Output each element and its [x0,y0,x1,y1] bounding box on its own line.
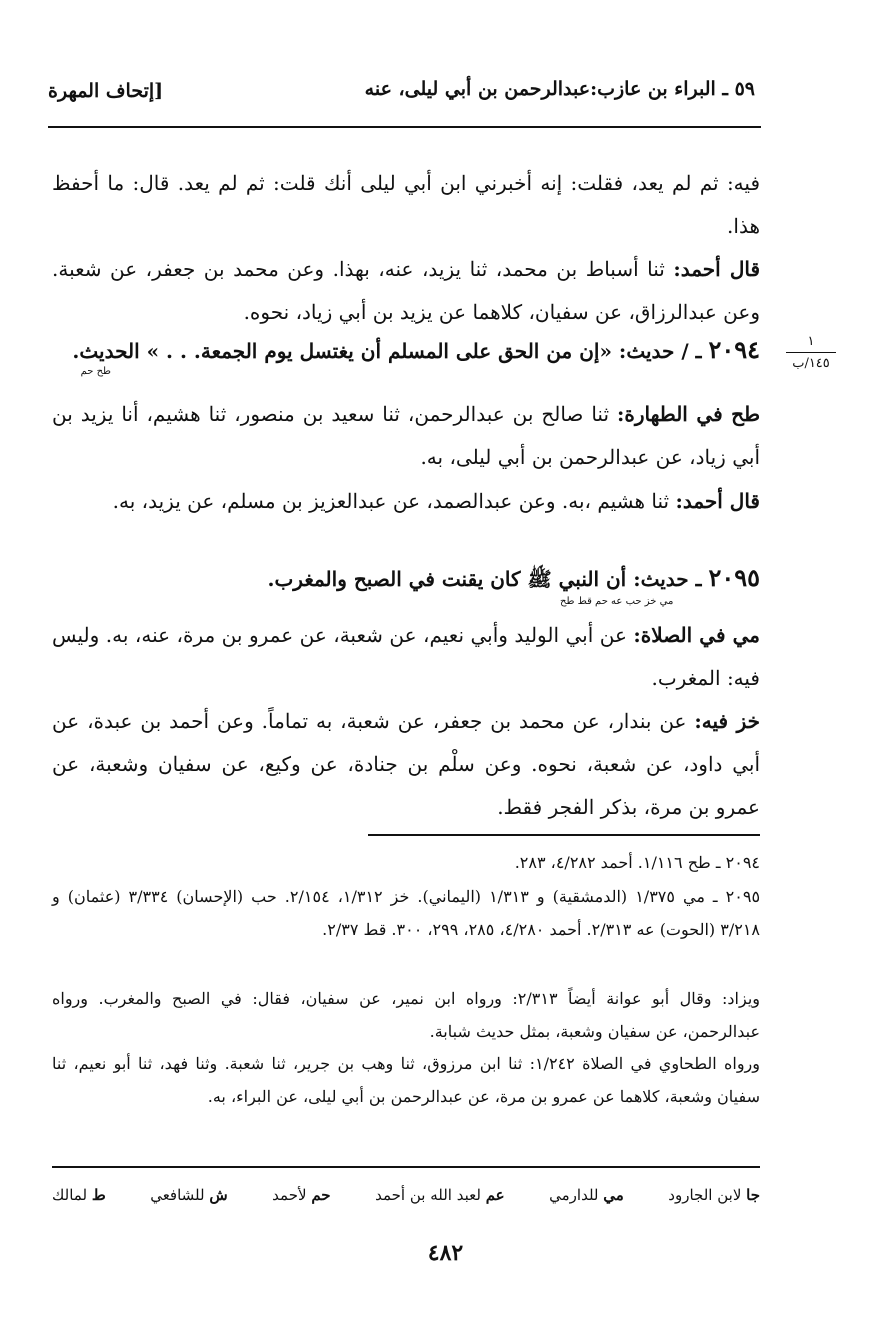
abbreviation-item: عم لعبد الله بن أحمد [375,1186,505,1204]
paragraph-lead: قال أحمد: [673,257,760,281]
paragraph-text: ثنا أسباط بن محمد، ثنا يزيد، عنه، بهذا. وعن محمد بن جعفر، عن شعبة. وعن عبدالرزاق، عن سفيان، كلاهما عن يزيد بن أبي زياد، نحوه. [52,257,760,324]
abbreviation-item: جا لابن الجارود [668,1186,760,1204]
header-divider [48,126,761,128]
paragraph-lead: قال أحمد: [675,489,760,513]
hadith-heading-2094 [52,335,760,364]
hadith-number: ٢٠٩٤ [708,335,760,364]
abbreviation-divider [52,1166,760,1168]
hadith-title: ـ حديث: أن النبي ﷺ كان يقنت في الصبح والمغرب. [267,567,709,591]
manuscript-margin-note [782,334,840,371]
footnote-addition: ويزاد: وقال أبو عوانة أيضاً ٢/٣١٣: ورواه ابن نمير، عن سفيان، فقال: في الصبح والمغرب. ورواه عبدالرحمن، عن سفيان وشعبة، بمثل حديث شبابة. [52,989,760,1041]
paragraph-text: ثنا هشيم ،به. وعن عبدالصمد، عن عبدالعزيز بن مسلم، عن يزيد، به. [112,489,676,513]
paragraph-tahawi [52,393,760,479]
paragraph-text: ثنا صالح بن عبدالرحمن، ثنا سعيد بن منصور، ثنا هشيم، أنا يزيد بن أبي زياد، عن عبدالرحمن بن أبي ليلى، به. [52,402,760,469]
footnote-2095: ٢٠٩٥ ـ مي ١/٣٧٥ (الدمشقية) و ١/٣١٣ (اليماني). خز ١/٣١٢، ٢/١٥٤. حب (الإحسان) ٣/٣٣٤ (عثمان) و ٣/٢١٨ (الحوت) عه ٢/٣١٣. أحمد ٤/٢٨٠، ٢٨٥، ٢٩٩، ٣٠٠. قط ٢/٣٧. [52,887,761,939]
running-header-book: [إتحاف المهرة [48,80,164,102]
hadith-number: ٢٠٩٥ [708,563,760,592]
footnote-divider [368,834,760,836]
paragraph-lead: مي في الصلاة: [633,623,760,647]
paragraph-text: عن أبي الوليد وأبي نعيم، عن شعبة، عن عمرو بن مرة، عنه، به. وليس فيه: المغرب. [52,623,760,690]
paragraph-continuation: فيه: ثم لم يعد، فقلت: إنه أخبرني ابن أبي ليلى أنك قلت: ثم لم يعد. قال: ما أحفظ هذا. [52,171,760,238]
margin-note-top: ١ [807,334,815,349]
page-number: ٤٨٢ [427,1240,464,1266]
abbreviation-item: ط لمالك [52,1186,106,1204]
paragraph-ibn-khuzayma [52,700,760,829]
paragraph-darimi [52,614,760,700]
paragraph-ahmad-2 [52,480,760,523]
margin-note-rule [786,352,836,353]
footnote-2094: ٢٠٩٤ ـ طح ١/١١٦. أحمد ٤/٢٨٢، ٢٨٣. [514,853,760,872]
paragraph-lead: طح في الطهارة: [616,402,760,426]
running-header-title: ٥٩ ـ البراء بن عازب:عبدالرحمن بن أبي ليلى، عنه [364,78,755,100]
hadith-title: ـ / حديث: «إن من الحق على المسلم أن يغتسل يوم الجمعة. . . » الحديث. [72,339,709,363]
abbreviation-item: حم لأحمد [272,1186,331,1204]
hadith-heading-2095 [52,563,760,596]
abbreviation-legend [52,1186,760,1204]
abbreviation-item: ش للشافعي [150,1186,228,1204]
footnote-tahawi: ورواه الطحاوي في الصلاة ١/٢٤٢: ثنا ابن مرزوق، ثنا وهب بن جرير، ثنا شعبة. وثنا فهد، ثنا أبو نعيم، ثنا سفيان وشعبة، كلاهما عن عمرو بن مرة، عن عبدالرحمن بن أبي ليلى، عن البراء، به. [52,1054,761,1106]
paragraph-lead: خز فيه: [694,709,761,733]
paragraph-text: عن بندار، عن محمد بن جعفر، عن شعبة، به تماماً. وعن أحمد بن عبدة، عن أبي داود، عن شعبة، نحوه. وعن سلْم بن جنادة، عن وكيع، عن سفيان وشعبة، عن عمرو بن مرة، بذكر الفجر فقط. [52,709,760,819]
source-codes-2094: طح حم [80,366,111,377]
paragraph-ahmad-1 [52,248,760,334]
source-codes-2095: مي خز حب عه حم قط طح [560,596,674,607]
margin-note-folio: ١٤٥/ب [792,356,830,371]
abbreviation-item: مي للدارمي [549,1186,624,1204]
